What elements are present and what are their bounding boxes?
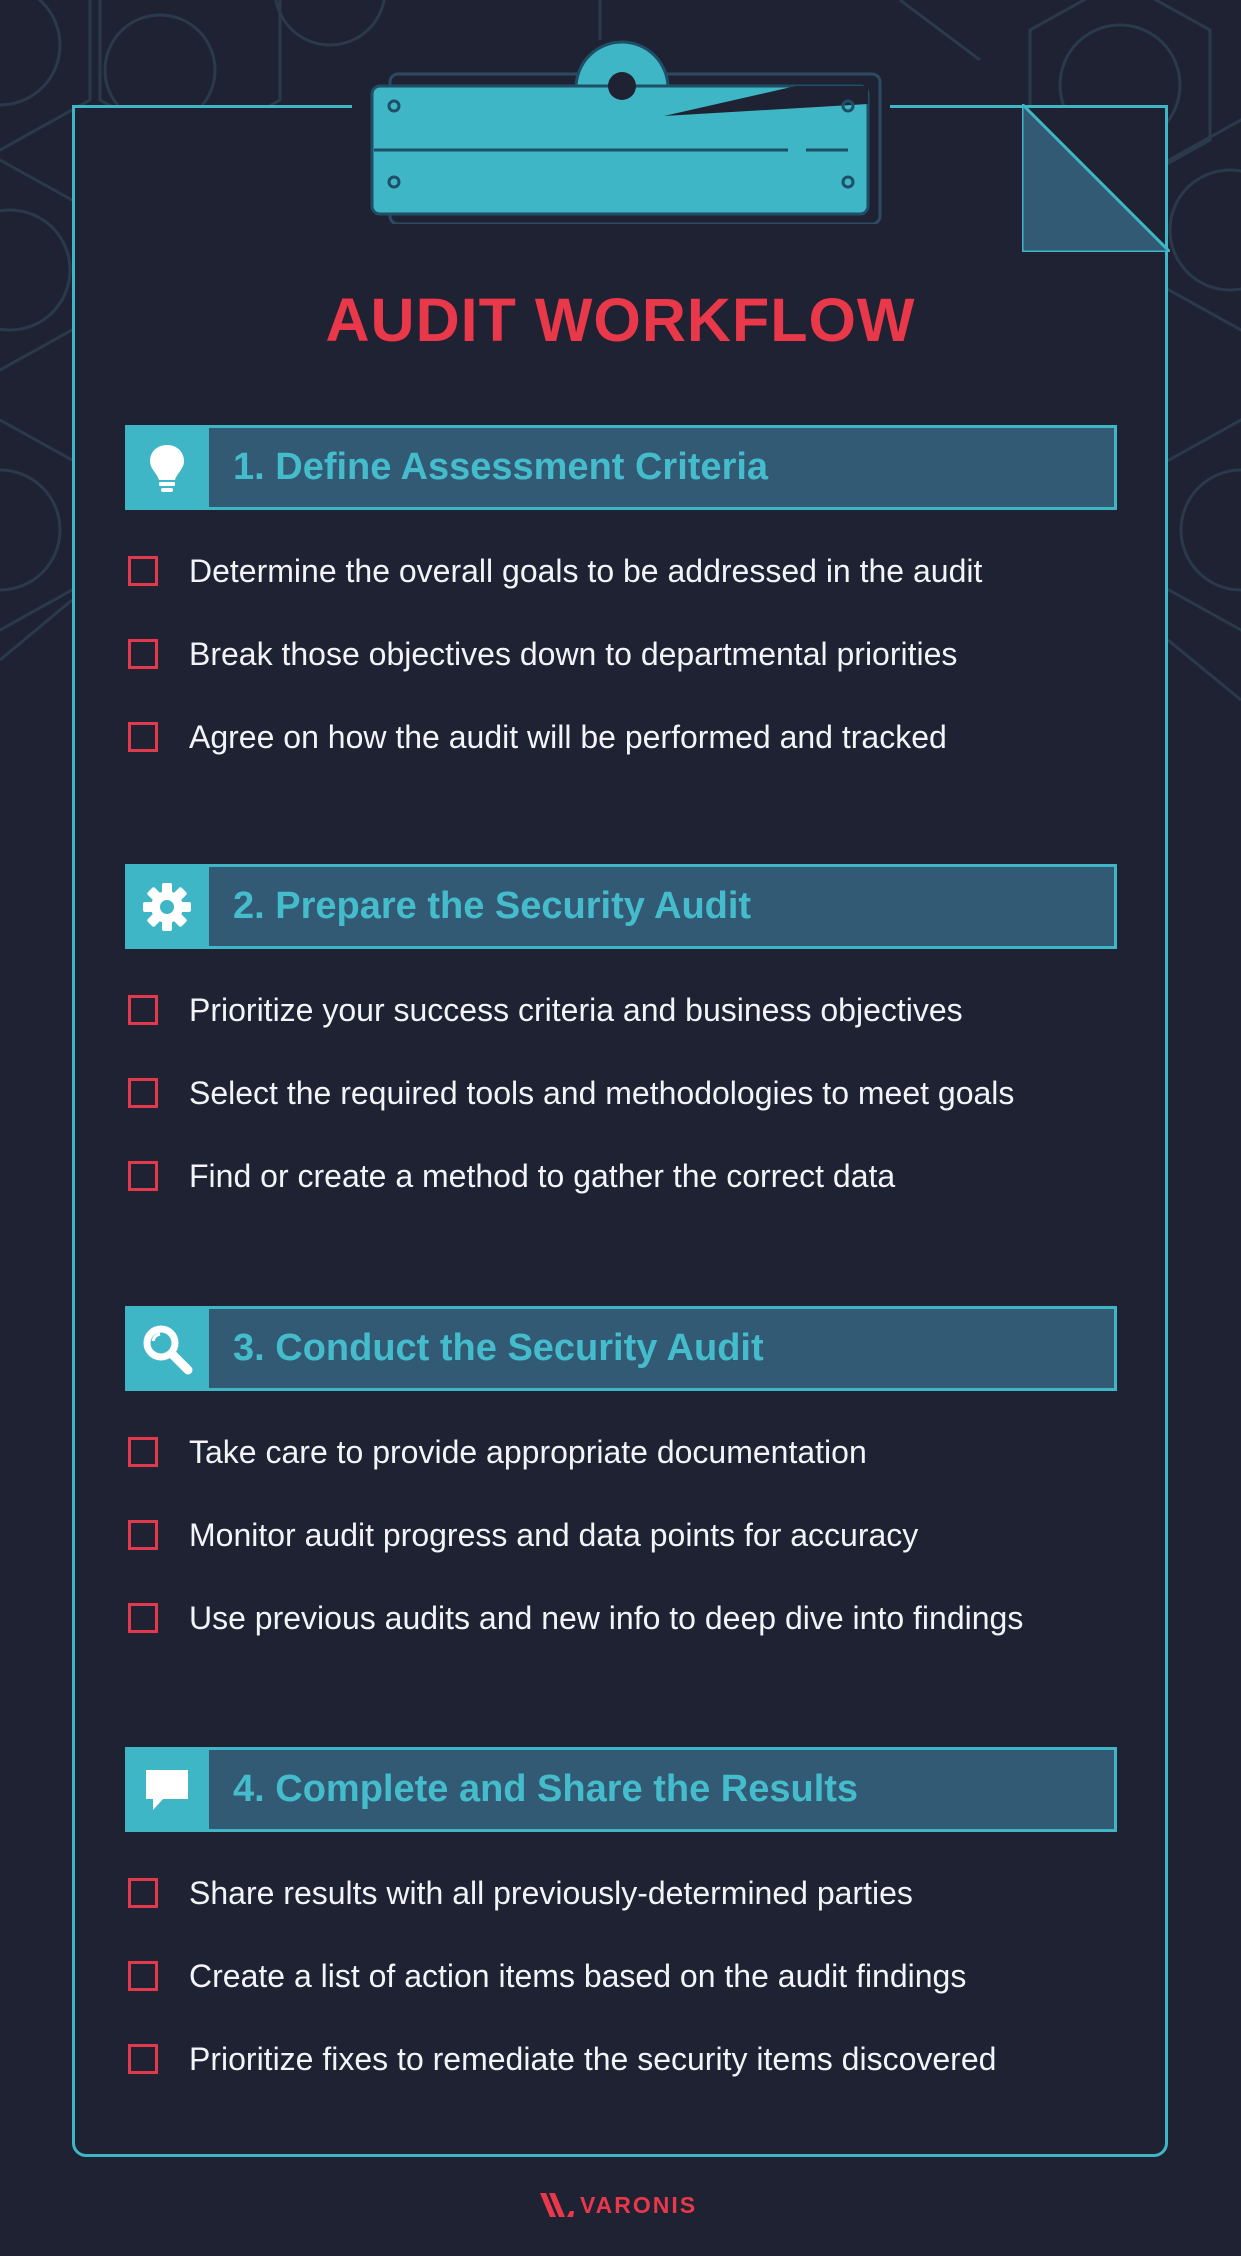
checkbox[interactable] xyxy=(128,556,158,586)
checkbox[interactable] xyxy=(128,639,158,669)
section-share-results xyxy=(125,1747,1117,2101)
logo-text: VARONIS xyxy=(580,2191,698,2218)
section-title: 4. Complete and Share the Results xyxy=(233,1768,859,1810)
checklist-item-text: Take care to provide appropriate documentation xyxy=(189,1434,867,1470)
checkbox[interactable] xyxy=(128,1437,158,1467)
checkbox[interactable] xyxy=(128,722,158,752)
checkbox[interactable] xyxy=(128,1161,158,1191)
checklist-item xyxy=(125,1577,1117,1660)
checklist xyxy=(125,1411,1117,1660)
checklist-item-text: Prioritize fixes to remediate the security items discovered xyxy=(189,2041,997,2077)
checklist-item xyxy=(125,1411,1117,1494)
checklist-item-text: Determine the overall goals to be addressed in the audit xyxy=(189,553,983,589)
clipboard-clip xyxy=(366,34,886,224)
checklist-item xyxy=(125,1052,1117,1135)
checklist-item-text: Create a list of action items based on the audit findings xyxy=(189,1958,967,1994)
checklist-item xyxy=(125,613,1117,696)
checklist-item xyxy=(125,2018,1117,2101)
section-define-criteria xyxy=(125,425,1117,779)
checklist-item-text: Use previous audits and new info to deep dive into findings xyxy=(189,1600,1024,1636)
checkbox[interactable] xyxy=(128,2044,158,2074)
section-header xyxy=(125,864,1117,949)
checklist-item-text: Select the required tools and methodologies to meet goals xyxy=(189,1075,1015,1111)
checklist-item-text: Prioritize your success criteria and business objectives xyxy=(189,992,963,1028)
checkbox[interactable] xyxy=(128,1520,158,1550)
checklist-item-text: Agree on how the audit will be performed and tracked xyxy=(189,719,947,755)
checklist-item xyxy=(125,1852,1117,1935)
checklist-item xyxy=(125,530,1117,613)
checklist-item-text: Share results with all previously-determined parties xyxy=(189,1875,913,1911)
magnifier-icon xyxy=(125,1306,209,1391)
checkbox[interactable] xyxy=(128,1078,158,1108)
checkbox[interactable] xyxy=(128,1603,158,1633)
section-header xyxy=(125,425,1117,510)
checklist xyxy=(125,969,1117,1218)
section-header xyxy=(125,1306,1117,1391)
checklist-item-text: Break those objectives down to departmental priorities xyxy=(189,636,958,672)
checklist-item xyxy=(125,969,1117,1052)
section-title: 1. Define Assessment Criteria xyxy=(233,446,769,488)
section-title: 2. Prepare the Security Audit xyxy=(233,885,752,927)
section-title: 3. Conduct the Security Audit xyxy=(233,1327,764,1369)
checklist-item xyxy=(125,1494,1117,1577)
section-conduct-audit xyxy=(125,1306,1117,1660)
gear-icon xyxy=(125,864,209,949)
page-title: AUDIT WORKFLOW xyxy=(325,286,916,354)
checklist xyxy=(125,1852,1117,2101)
checkbox[interactable] xyxy=(128,1878,158,1908)
section-header xyxy=(125,1747,1117,1832)
section-prepare-audit xyxy=(125,864,1117,1218)
checklist-item xyxy=(125,696,1117,779)
checklist-item-text: Find or create a method to gather the correct data xyxy=(189,1158,896,1194)
checkbox[interactable] xyxy=(128,1961,158,1991)
speech-bubble-icon xyxy=(125,1747,209,1832)
checklist-item-text: Monitor audit progress and data points for accuracy xyxy=(189,1517,919,1553)
checklist-item xyxy=(125,1935,1117,2018)
lightbulb-icon xyxy=(125,425,209,510)
checklist xyxy=(125,530,1117,779)
checklist-item xyxy=(125,1135,1117,1218)
varonis-logo xyxy=(540,2190,697,2220)
page-fold-corner xyxy=(1022,104,1170,252)
checkbox[interactable] xyxy=(128,995,158,1025)
varonis-logo-mark-icon xyxy=(540,2191,576,2219)
